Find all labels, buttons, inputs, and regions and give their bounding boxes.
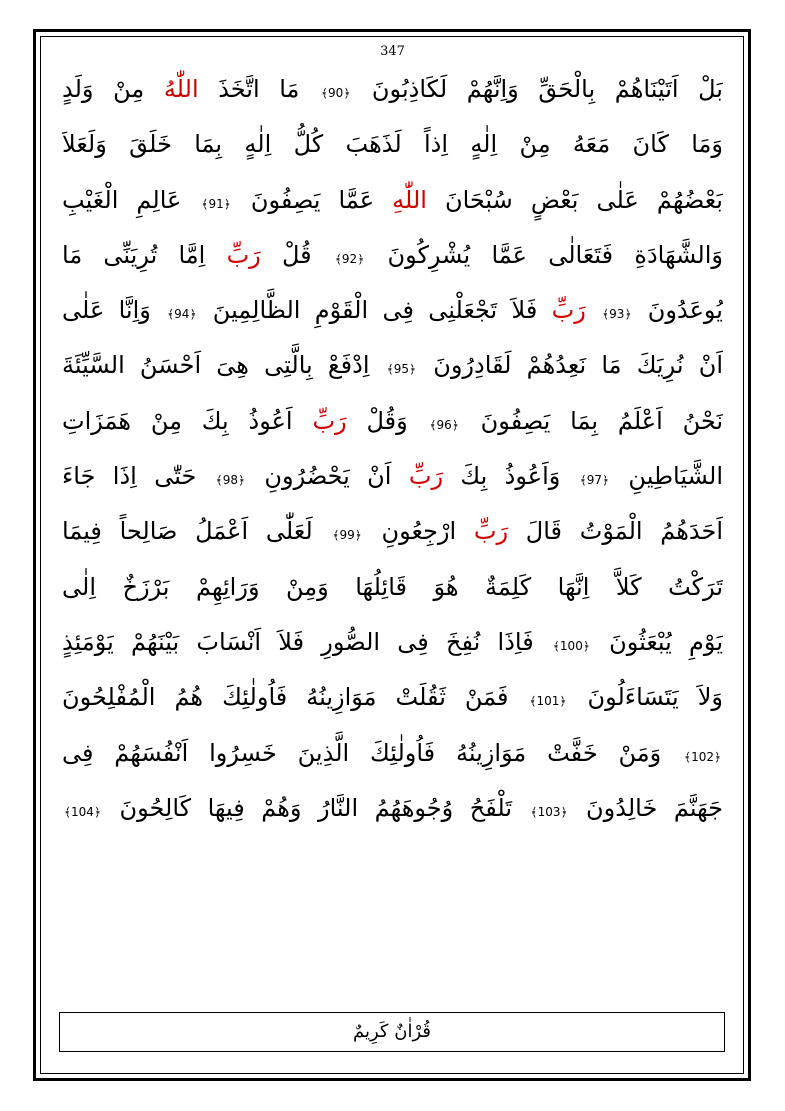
verse-text: اِمَّا تُرِيَنِّى مَا: [62, 240, 227, 269]
verse-text: قُلْ: [260, 240, 333, 269]
ayah-number-marker: ﴿92﴾: [334, 251, 365, 266]
verse-text: اَنْ نُرِيَكَ مَا نَعِدُهُمْ لَقَادِرُونَ: [418, 351, 723, 380]
page-number: 347: [380, 44, 405, 59]
divine-name: رَبِّ: [312, 406, 347, 435]
verse-text: الشَّيَاطِينِ: [611, 462, 723, 491]
verse-text: تَلْفَحُ وُجُوهَهُمُ النَّارُ وَهُمْ فِيهَا كَالِحُونَ: [102, 793, 529, 822]
ayah-number-marker: ﴿104﴾: [64, 804, 101, 819]
verse-text: جَهَنَّمَ خَالِدُونَ: [569, 793, 723, 822]
divine-name: رَبِّ: [551, 296, 586, 325]
ayah-number-marker: ﴿93﴾: [602, 307, 632, 322]
verse-text: مَا اتَّخَذَ: [198, 75, 319, 103]
text-line: [62, 228, 723, 283]
verse-text: وَاَعُوذُ بِكَ: [443, 462, 578, 491]
verse-text: عَمَّا يَصِفُونَ: [232, 185, 393, 214]
verse-text: وَاِنَّا عَلٰى: [62, 296, 166, 325]
verse-text: وَمَنْ خَفَّتْ مَوَازِينُهُ فَاُولٰئِكَ الَّذِينَ خَسِرُوا اَنْفُسَهُمْ فِى: [62, 738, 683, 767]
ayah-number-marker: ﴿101﴾: [529, 694, 567, 709]
verse-text: يَوْمِ يُبْعَثُونَ: [591, 627, 723, 656]
text-line: [62, 117, 723, 172]
verse-text: تَرَكْتُ كَلاَّ اِنَّهَا كَلِمَةٌ هُوَ قَائِلُهَا وَمِنْ وَرَائِهِمْ بَرْزَخٌ اِلٰى: [62, 572, 723, 601]
text-line: [62, 62, 723, 117]
verse-text: اِدْفَعْ بِالَّتِى هِىَ اَحْسَنُ السَّيِّئَةَ: [62, 351, 385, 380]
verse-text: حَتّٰى اِذَا جَاءَ: [62, 462, 214, 491]
verse-text: نَحْنُ اَعْلَمُ بِمَا يَصِفُونَ: [460, 406, 723, 435]
text-line: [62, 615, 723, 670]
divine-name: اللّٰهُ: [163, 75, 199, 103]
verse-text: [586, 296, 600, 324]
divine-name: رَبِّ: [408, 462, 444, 491]
verse-text: مِنْ وَلَدٍ: [62, 75, 164, 103]
verse-text: اَعُوذُ بِكَ مِنْ هَمَزَاتِ: [62, 406, 313, 435]
verse-text: فَاِذَا نُفِخَ فِى الصُّورِ فَلاَ اَنْسَابَ بَيْنَهُمْ يَوْمَئِذٍ: [62, 627, 551, 656]
ayah-number-marker: ﴿103﴾: [530, 804, 568, 819]
footer-title: قُرْاٰنٌ كَرِيمٌ: [353, 1021, 431, 1042]
verse-text: فَلاَ تَجْعَلْنِى فِى الْقَوْمِ الظَّالِمِينَ: [198, 296, 552, 325]
verse-text: اَنْ يَحْضُرُونِ: [247, 462, 409, 491]
ayah-number-marker: ﴿91﴾: [201, 196, 231, 211]
ayah-number-marker: ﴿99﴾: [332, 528, 362, 543]
text-line: [62, 449, 723, 504]
ayah-number-marker: ﴿90﴾: [321, 86, 351, 100]
verse-text: وَقُلْ: [346, 406, 428, 435]
text-line: [62, 504, 723, 559]
footer-box: [59, 1012, 725, 1052]
verse-text: وَالشَّهَادَةِ فَتَعَالٰى عَمَّا يُشْرِكُونَ: [366, 240, 723, 269]
ayah-number-marker: ﴿102﴾: [684, 749, 721, 764]
text-line: [62, 338, 723, 393]
ayah-number-marker: ﴿94﴾: [167, 307, 197, 322]
verse-text: اَحَدَهُمُ الْمَوْتُ قَالَ: [508, 517, 723, 546]
text-line: [62, 283, 723, 338]
verse-text: ارْجِعُونِ: [363, 517, 474, 546]
divine-name: اللّٰهِ: [392, 185, 427, 214]
verse-text: بَعْضُهُمْ عَلٰى بَعْضٍ سُبْحَانَ: [426, 185, 723, 214]
verse-text: يُوعَدُونَ: [633, 296, 723, 325]
verse-text: لَعَلّٰى اَعْمَلُ صَالِحاً فِيمَا: [62, 517, 331, 546]
text-line: [62, 781, 723, 836]
text-line: [62, 394, 723, 449]
divine-name: رَبِّ: [226, 240, 261, 269]
verse-text: وَمَا كَانَ مَعَهُ مِنْ اِلٰهٍ اِذاً لَذَهَبَ كُلُّ اِلٰهٍ بِمَا خَلَقَ وَلَعَلاَ: [62, 130, 723, 159]
text-line: [62, 173, 723, 228]
text-line: [62, 670, 723, 725]
verse-text: وَلاَ يَتَسَاءَلُونَ: [568, 683, 723, 712]
text-line: [62, 726, 723, 781]
ayah-number-marker: ﴿100﴾: [552, 638, 590, 653]
text-line: [62, 560, 723, 615]
ayah-number-marker: ﴿96﴾: [429, 417, 459, 432]
divine-name: رَبِّ: [473, 517, 509, 546]
verse-text: عَالِمِ الْغَيْبِ: [62, 185, 200, 214]
ayah-number-marker: ﴿95﴾: [386, 362, 417, 377]
verse-text: فَمَنْ ثَقُلَتْ مَوَازِينُهُ فَاُولٰئِكَ هُمُ الْمُفْلِحُونَ: [62, 683, 528, 712]
verse-text: بَلْ اَتَيْنَاهُمْ بِالْحَقِّ وَاِنَّهُمْ لَكَاذِبُونَ: [352, 75, 723, 103]
quran-text-block: [62, 62, 723, 836]
ayah-number-marker: ﴿97﴾: [579, 473, 610, 488]
ayah-number-marker: ﴿98﴾: [215, 473, 245, 488]
